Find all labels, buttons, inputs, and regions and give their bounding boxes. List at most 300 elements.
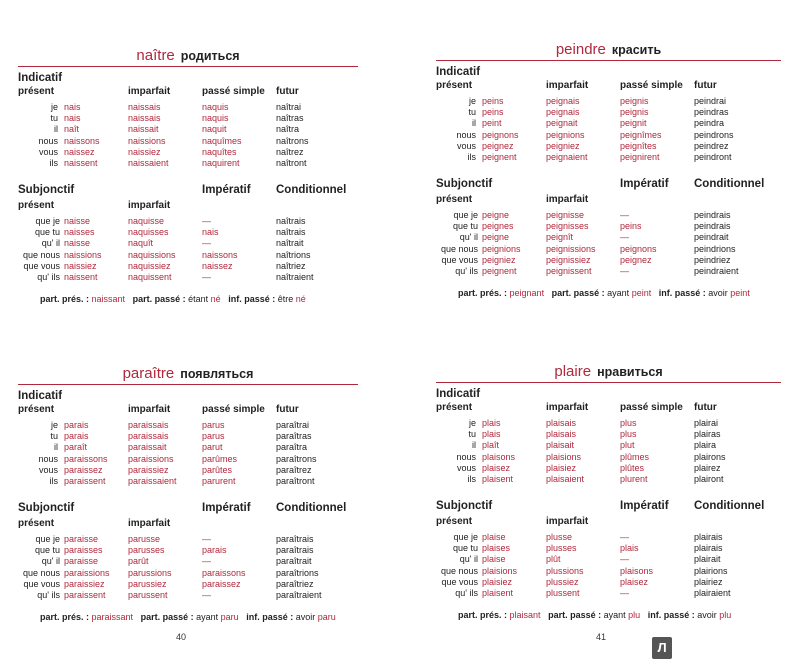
header-futur: futur xyxy=(276,86,299,97)
ind-imparfait-cell: naissais xyxy=(128,102,161,112)
ind-imparfait-cell: paraissais xyxy=(128,431,169,442)
section-subjonctif: Subjonctif xyxy=(436,500,493,512)
ind-present-cell: peins xyxy=(482,96,504,106)
header-sub-present: présent xyxy=(18,200,55,211)
ind-passe-simple-cell: plûmes xyxy=(620,451,650,462)
header-imparfait: imparfait xyxy=(128,86,171,97)
ind-futur-cell: paraîtrons xyxy=(276,453,317,464)
conditionnel-cell: peindrais xyxy=(694,210,731,220)
participles-line xyxy=(458,288,750,298)
ind-imparfait-cell: paraissait xyxy=(128,442,167,453)
ind-pronouns xyxy=(18,102,58,169)
inf-passe-label: inf. passé : xyxy=(246,612,294,622)
part-pres-label: part. prés. : xyxy=(40,294,90,304)
header-futur: futur xyxy=(276,404,299,415)
ind-present-cell: plais xyxy=(482,418,501,428)
ind-futur-cell: naîtrez xyxy=(276,146,304,157)
ind-passe-simple-cell: plus xyxy=(620,418,637,428)
ind-imparfait-cell: paraissaient xyxy=(128,475,177,486)
verb-title-ru: появляться xyxy=(180,367,254,381)
sub-present xyxy=(482,210,521,277)
ind-futur-cell: plairons xyxy=(694,451,726,462)
header-sub-imparfait: imparfait xyxy=(546,516,589,527)
ind-imparfait-cell: plaisions xyxy=(546,451,582,462)
ind-imparfait-cell: peignaient xyxy=(546,151,588,162)
sub-imparfait-cell: parusses xyxy=(128,545,165,556)
conditionnel-cell: paraîtrait xyxy=(276,556,312,567)
part-pres-value: naissant xyxy=(91,294,126,304)
ind-pronouns-cell: vous xyxy=(38,146,58,157)
inf-passe-value: peint xyxy=(730,288,750,298)
section-conditionnel: Conditionnel xyxy=(694,178,765,190)
imperatif-cell: — xyxy=(202,271,211,282)
sub-pronouns-cell: que nous xyxy=(22,567,60,578)
imperatif-cell: peignez xyxy=(620,254,652,265)
ind-passe-simple-cell: naquîmes xyxy=(202,135,242,146)
inf-passe-label: inf. passé : xyxy=(658,288,706,298)
ind-pronouns-cell: il xyxy=(472,440,476,451)
ind-passe-simple-cell: peignis xyxy=(620,96,649,106)
ind-present-cell: paraît xyxy=(64,442,88,453)
ind-futur-cell: naîtras xyxy=(276,113,304,124)
inf-passe-value: paru xyxy=(317,612,336,622)
conditionnel-cell: naîtriez xyxy=(276,260,306,271)
ind-present xyxy=(482,418,515,485)
conditionnel xyxy=(694,532,731,599)
sub-imparfait-cell: peignissions xyxy=(546,243,596,254)
title-rule xyxy=(436,382,781,383)
ind-futur-cell: paraîtrai xyxy=(276,420,310,430)
sub-present-cell: naisse xyxy=(64,216,91,226)
part-passe-label: part. passé : xyxy=(140,612,194,622)
header-sub-imparfait: imparfait xyxy=(546,194,589,205)
part-pres-value: paraissant xyxy=(91,612,134,622)
sub-pronouns-cell: que je xyxy=(35,216,60,226)
sub-pronouns-cell: qu' ils xyxy=(455,265,478,276)
sub-imparfait-cell: plusses xyxy=(546,543,577,554)
sub-present-cell: paraisse xyxy=(64,534,99,544)
sub-imparfait-cell: naquissiez xyxy=(128,260,171,271)
ind-pronouns-cell: nous xyxy=(38,135,58,146)
section-conditionnel: Conditionnel xyxy=(276,502,347,514)
header-passe-simple: passé simple xyxy=(620,402,683,413)
conditionnel-cell: naîtrais xyxy=(276,216,306,226)
sub-imparfait-cell: naquisses xyxy=(128,227,169,238)
ind-present-cell: nais xyxy=(64,113,81,124)
ind-pronouns-cell: vous xyxy=(456,462,476,473)
sub-imparfait-cell: peignisses xyxy=(546,221,589,232)
imperatif xyxy=(202,534,246,601)
sub-present-cell: plaise xyxy=(482,554,506,565)
ind-futur-cell: naîtrai xyxy=(276,102,302,112)
ind-imparfait-cell: plaisais xyxy=(546,429,577,440)
ind-pronouns-cell: nous xyxy=(456,451,476,462)
imperatif-cell: parais xyxy=(202,545,227,556)
sub-pronouns xyxy=(18,534,60,601)
ind-passe-simple-cell: peignit xyxy=(620,118,647,129)
verb-title xyxy=(436,40,781,59)
conditionnel-cell: naîtrais xyxy=(276,227,306,238)
section-indicatif: Indicatif xyxy=(18,390,63,402)
part-pres-label: part. prés. : xyxy=(458,288,508,298)
sub-present-cell: peignes xyxy=(482,221,514,232)
ind-passe-simple-cell: naquis xyxy=(202,102,229,112)
ind-pronouns xyxy=(436,96,476,163)
sub-present-cell: peigne xyxy=(482,210,510,220)
conditionnel-cell: paraîtriez xyxy=(276,578,314,589)
sub-pronouns-cell: qu' ils xyxy=(37,589,60,600)
ind-passe-simple-cell: naquîtes xyxy=(202,146,237,157)
sub-imparfait-cell: naquissent xyxy=(128,271,172,282)
inf-passe-aux: avoir xyxy=(708,288,728,298)
header-passe-simple: passé simple xyxy=(620,80,683,91)
ind-present-cell: naissons xyxy=(64,135,100,146)
imperatif-cell: — xyxy=(202,556,211,567)
conditionnel-cell: plairaient xyxy=(694,587,731,598)
sub-pronouns-cell: que je xyxy=(453,532,478,542)
section-subjonctif: Subjonctif xyxy=(436,178,493,190)
header-present: présent xyxy=(18,404,55,415)
imperatif-cell: — xyxy=(202,216,211,226)
header-present: présent xyxy=(18,86,55,97)
sub-present-cell: peigne xyxy=(482,232,510,243)
ind-pronouns-cell: je xyxy=(50,102,58,112)
section-imperatif: Impératif xyxy=(202,184,251,196)
ind-futur-cell: plairai xyxy=(694,418,719,428)
sub-imparfait-cell: peignît xyxy=(546,232,574,243)
part-passe-aux: ayant xyxy=(607,288,630,298)
conditionnel-cell: paraîtrions xyxy=(276,567,319,578)
ind-present-cell: naissez xyxy=(64,146,95,157)
sub-pronouns-cell: qu' ils xyxy=(37,271,60,282)
sub-present-cell: naisse xyxy=(64,238,91,249)
conditionnel-cell: paraîtrais xyxy=(276,545,314,556)
conditionnel-cell: naîtrions xyxy=(276,249,311,260)
part-passe-value: plu xyxy=(628,610,641,620)
title-rule xyxy=(436,60,781,61)
ind-passe-simple xyxy=(202,102,242,169)
inf-passe-value: plu xyxy=(719,610,732,620)
ind-passe-simple xyxy=(620,418,649,485)
ind-imparfait-cell: peignais xyxy=(546,107,580,118)
ind-imparfait-cell: paraissiez xyxy=(128,464,169,475)
ind-present-cell: plais xyxy=(482,429,501,440)
conditionnel-cell: plairais xyxy=(694,543,723,554)
header-present: présent xyxy=(436,80,473,91)
header-futur: futur xyxy=(694,402,717,413)
ind-imparfait xyxy=(546,418,584,485)
ind-pronouns-cell: ils xyxy=(49,157,58,168)
part-passe-label: part. passé : xyxy=(548,610,602,620)
conditionnel-cell: peindrais xyxy=(694,221,731,232)
conditionnel xyxy=(694,210,739,277)
sub-imparfait-cell: plussions xyxy=(546,565,584,576)
sub-imparfait-cell: plussent xyxy=(546,587,580,598)
ind-passe-simple-cell: naquis xyxy=(202,113,229,124)
ind-futur-cell: peindrai xyxy=(694,96,727,106)
ind-futur-cell: paraîtras xyxy=(276,431,312,442)
sub-imparfait-cell: naquît xyxy=(128,238,154,249)
imperatif-cell: peignons xyxy=(620,243,657,254)
ind-futur-cell: peindrez xyxy=(694,140,729,151)
ind-imparfait-cell: plaisait xyxy=(546,440,575,451)
imperatif-cell: — xyxy=(620,232,629,243)
sub-pronouns xyxy=(18,216,60,283)
header-present: présent xyxy=(436,402,473,413)
conditionnel-cell: peindrions xyxy=(694,243,736,254)
conditionnel-cell: plairiez xyxy=(694,576,723,587)
part-passe-value: peint xyxy=(631,288,652,298)
ind-futur xyxy=(276,420,317,487)
ind-imparfait xyxy=(128,420,177,487)
imperatif-cell: naissez xyxy=(202,260,233,271)
ind-imparfait-cell: naissais xyxy=(128,113,161,124)
ind-pronouns-cell: il xyxy=(54,442,58,453)
sub-present-cell: plaisions xyxy=(482,565,518,576)
part-passe-aux: ayant xyxy=(603,610,626,620)
imperatif-cell: — xyxy=(620,554,629,565)
inf-passe-label: inf. passé : xyxy=(647,610,695,620)
sub-present-cell: plaisent xyxy=(482,587,514,598)
ind-imparfait-cell: naissaient xyxy=(128,157,169,168)
ind-imparfait-cell: peignait xyxy=(546,118,578,129)
ind-passe-simple-cell: peignîtes xyxy=(620,140,657,151)
ind-pronouns-cell: ils xyxy=(467,473,476,484)
ind-futur-cell: plairas xyxy=(694,429,721,440)
sub-imparfait-cell: naquissions xyxy=(128,249,176,260)
ind-futur xyxy=(276,102,309,169)
ind-pronouns-cell: je xyxy=(50,420,58,430)
ind-passe-simple-cell: naquirent xyxy=(202,157,240,168)
ind-pronouns-cell: vous xyxy=(456,140,476,151)
ind-passe-simple-cell: naquit xyxy=(202,124,227,135)
ind-futur-cell: peindras xyxy=(694,107,729,118)
ind-futur xyxy=(694,96,734,163)
imperatif-cell: plais xyxy=(620,543,639,554)
sub-pronouns-cell: qu' il xyxy=(459,554,478,565)
ind-present-cell: plaisez xyxy=(482,462,511,473)
ind-pronouns-cell: tu xyxy=(468,107,476,118)
ind-present-cell: paraissez xyxy=(64,464,103,475)
ind-present xyxy=(64,102,100,169)
ind-futur-cell: plairont xyxy=(694,473,724,484)
ind-pronouns-cell: je xyxy=(468,418,476,428)
ind-passe-simple-cell: plurent xyxy=(620,473,648,484)
ind-pronouns-cell: il xyxy=(472,118,476,129)
imperatif-cell: — xyxy=(202,534,211,544)
sub-present-cell: paraisses xyxy=(64,545,103,556)
sub-present xyxy=(64,534,110,601)
inf-passe-label: inf. passé : xyxy=(228,294,276,304)
ind-futur-cell: peindront xyxy=(694,151,732,162)
ind-imparfait xyxy=(128,102,169,169)
ind-futur-cell: peindra xyxy=(694,118,725,129)
verb-title-ru: родиться xyxy=(180,49,240,63)
ind-pronouns-cell: ils xyxy=(49,475,58,486)
page-number-left: 40 xyxy=(176,632,187,642)
sub-imparfait-cell: plussiez xyxy=(546,576,579,587)
sub-present-cell: plaises xyxy=(482,543,511,554)
ind-imparfait-cell: plaisiez xyxy=(546,462,577,473)
conditionnel-cell: plairait xyxy=(694,554,721,565)
header-sub-present: présent xyxy=(436,516,473,527)
sub-present-cell: naissiez xyxy=(64,260,97,271)
ind-passe-simple-cell: peignirent xyxy=(620,151,660,162)
ind-futur-cell: paraîtrez xyxy=(276,464,312,475)
sub-imparfait-cell: naquisse xyxy=(128,216,165,226)
sub-imparfait-cell: parussions xyxy=(128,567,172,578)
verb-title xyxy=(436,362,781,381)
ind-present-cell: parais xyxy=(64,431,89,442)
sub-imparfait-cell: plût xyxy=(546,554,561,565)
inf-passe-aux: avoir xyxy=(697,610,717,620)
ind-present xyxy=(64,420,108,487)
ind-futur-cell: paraîtra xyxy=(276,442,308,453)
section-conditionnel: Conditionnel xyxy=(694,500,765,512)
ind-pronouns-cell: tu xyxy=(468,429,476,440)
sub-imparfait-cell: peignissiez xyxy=(546,254,591,265)
sub-pronouns-cell: qu' il xyxy=(41,556,60,567)
ind-imparfait-cell: peigniez xyxy=(546,140,580,151)
sub-imparfait-cell: parût xyxy=(128,556,149,567)
section-subjonctif: Subjonctif xyxy=(18,502,75,514)
ind-present-cell: peint xyxy=(482,118,502,129)
conditionnel-cell: plairions xyxy=(694,565,728,576)
ind-passe-simple-cell: plûtes xyxy=(620,462,645,473)
sub-pronouns-cell: que je xyxy=(453,210,478,220)
imperatif-cell: paraissons xyxy=(202,567,246,578)
ind-futur xyxy=(694,418,726,485)
sub-present-cell: naisses xyxy=(64,227,95,238)
ind-present-cell: parais xyxy=(64,420,89,430)
sub-present-cell: paraissiez xyxy=(64,578,105,589)
ind-present-cell: nais xyxy=(64,102,81,112)
sub-pronouns-cell: que nous xyxy=(440,243,478,254)
sub-present-cell: naissions xyxy=(64,249,102,260)
ind-pronouns-cell: tu xyxy=(50,113,58,124)
sub-present-cell: peigniez xyxy=(482,254,516,265)
conditionnel-cell: paraîtrais xyxy=(276,534,314,544)
imperatif-cell: — xyxy=(202,238,211,249)
sub-present-cell: peignent xyxy=(482,265,517,276)
ind-imparfait-cell: paraissais xyxy=(128,420,169,430)
verb-title-fr: naître xyxy=(136,47,175,64)
ind-present-cell: peignons xyxy=(482,129,519,140)
ind-imparfait-cell: naissait xyxy=(128,124,159,135)
ind-passe-simple-cell: parûtes xyxy=(202,464,233,475)
ind-imparfait-cell: naissiez xyxy=(128,146,161,157)
section-imperatif: Impératif xyxy=(620,178,669,190)
ind-pronouns-cell: nous xyxy=(38,453,58,464)
ind-present-cell: plaisent xyxy=(482,473,514,484)
imperatif-cell: plaisez xyxy=(620,576,649,587)
ind-present-cell: peignent xyxy=(482,151,517,162)
part-pres-value: peignant xyxy=(509,288,545,298)
conditionnel-cell: plairais xyxy=(694,532,723,542)
ind-imparfait xyxy=(546,96,588,163)
inf-passe-aux: avoir xyxy=(295,612,316,622)
section-indicatif: Indicatif xyxy=(18,72,63,84)
imperatif-cell: paraissez xyxy=(202,578,241,589)
imperatif-cell: peins xyxy=(620,221,642,232)
verb-panel xyxy=(436,362,781,662)
header-sub-imparfait: imparfait xyxy=(128,200,171,211)
conditionnel-cell: paraîtraient xyxy=(276,589,322,600)
ind-passe-simple-cell: parus xyxy=(202,420,225,430)
ind-futur-cell: naîtront xyxy=(276,157,307,168)
ind-present-cell: peignez xyxy=(482,140,514,151)
sub-present xyxy=(482,532,517,599)
part-pres-label: part. prés. : xyxy=(458,610,508,620)
section-indicatif: Indicatif xyxy=(436,388,481,400)
imperatif-cell: — xyxy=(202,589,211,600)
sub-imparfait-cell: peignissent xyxy=(546,265,592,276)
conditionnel xyxy=(276,216,314,283)
sub-pronouns-cell: que vous xyxy=(441,254,478,265)
imperatif xyxy=(620,532,653,599)
ind-pronouns-cell: nous xyxy=(456,129,476,140)
conditionnel-cell: naîtrait xyxy=(276,238,304,249)
header-imparfait: imparfait xyxy=(546,402,589,413)
part-passe-label: part. passé : xyxy=(132,294,186,304)
ind-passe-simple-cell: parus xyxy=(202,431,225,442)
title-rule xyxy=(18,384,358,385)
sub-pronouns-cell: que vous xyxy=(441,576,478,587)
sub-present-cell: plaisiez xyxy=(482,576,513,587)
ind-futur-cell: plaira xyxy=(694,440,717,451)
ind-present-cell: paraissons xyxy=(64,453,108,464)
sub-imparfait xyxy=(128,534,172,601)
ind-imparfait-cell: paraissions xyxy=(128,453,174,464)
part-passe-value: paru xyxy=(220,612,239,622)
sub-imparfait xyxy=(128,216,176,283)
sub-present-cell: peignions xyxy=(482,243,521,254)
sub-present-cell: paraisse xyxy=(64,556,99,567)
inf-passe-aux: être xyxy=(277,294,294,304)
imperatif-cell: plaisons xyxy=(620,565,654,576)
ind-pronouns-cell: ils xyxy=(467,151,476,162)
ind-pronouns xyxy=(436,418,476,485)
header-imparfait: imparfait xyxy=(128,404,171,415)
header-sub-present: présent xyxy=(18,518,55,529)
verb-panel xyxy=(18,364,358,664)
ind-imparfait-cell: peignais xyxy=(546,96,580,106)
imperatif xyxy=(202,216,238,283)
sub-pronouns xyxy=(436,532,478,599)
imperatif-cell: — xyxy=(620,210,629,220)
conditionnel xyxy=(276,534,322,601)
sub-pronouns-cell: que tu xyxy=(34,227,60,238)
sub-pronouns-cell: que vous xyxy=(23,578,60,589)
ind-passe-simple-cell: parûmes xyxy=(202,453,238,464)
sub-imparfait xyxy=(546,210,596,277)
section-conditionnel: Conditionnel xyxy=(276,184,347,196)
sub-pronouns xyxy=(436,210,478,277)
sub-pronouns-cell: qu' il xyxy=(41,238,60,249)
sub-pronouns-cell: que je xyxy=(35,534,60,544)
ind-present-cell: plaisons xyxy=(482,451,516,462)
sub-pronouns-cell: qu' il xyxy=(459,232,478,243)
imperatif xyxy=(620,210,657,277)
conditionnel-cell: naîtraient xyxy=(276,271,314,282)
verb-title-fr: paraître xyxy=(122,365,175,382)
sub-imparfait-cell: peignisse xyxy=(546,210,585,220)
sub-imparfait xyxy=(546,532,584,599)
ind-pronouns-cell: tu xyxy=(50,431,58,442)
header-sub-present: présent xyxy=(436,194,473,205)
section-imperatif: Impératif xyxy=(620,500,669,512)
part-pres-value: plaisant xyxy=(509,610,541,620)
